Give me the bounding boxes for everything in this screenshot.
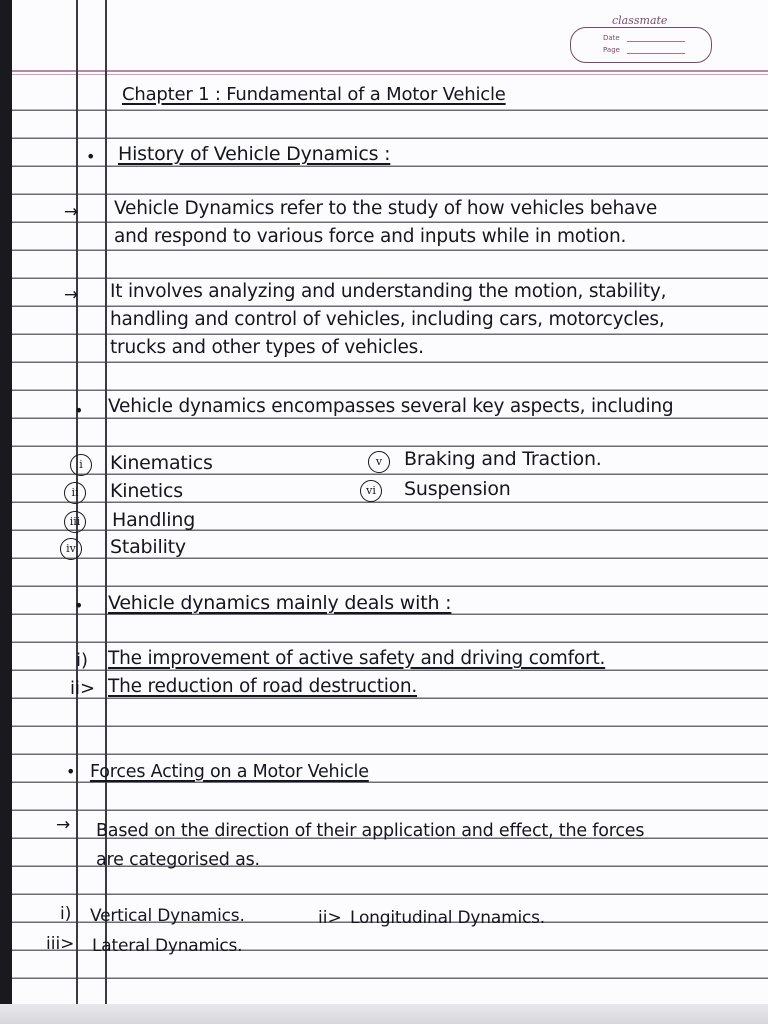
- bullet: •: [86, 147, 96, 166]
- forces-line1: Based on the direction of their application and effect, the forces: [96, 821, 645, 841]
- forces-heading: Forces Acting on a Motor Vehicle: [90, 762, 369, 782]
- item-number: ii: [64, 481, 86, 504]
- force-item: Lateral Dynamics.: [92, 936, 243, 956]
- item-number: ii>: [70, 678, 96, 699]
- para2-line3: trucks and other types of vehicles.: [110, 337, 424, 358]
- item-number: i): [76, 650, 89, 671]
- header-rule: [0, 70, 768, 72]
- item-number: i): [60, 904, 72, 924]
- arrow-icon: →: [56, 815, 71, 835]
- force-item: Vertical Dynamics.: [90, 906, 245, 926]
- aspect-item: Handling: [112, 509, 196, 531]
- deals-item: The reduction of road destruction.: [108, 676, 418, 697]
- item-number: iv: [60, 537, 82, 560]
- para1-line2: and respond to various force and inputs while in motion.: [114, 226, 627, 247]
- bullet: •: [66, 762, 76, 781]
- page-label: Page: [603, 46, 620, 54]
- history-heading: History of Vehicle Dynamics :: [118, 143, 391, 165]
- margin-line-right: [105, 0, 107, 1024]
- arrow-icon: →: [64, 285, 79, 305]
- para1-line1: Vehicle Dynamics refer to the study of how vehicles behave: [114, 198, 658, 219]
- para2-line1: It involves analyzing and understanding the motion, stability,: [110, 281, 667, 302]
- date-line: [627, 41, 685, 42]
- item-number: ii>: [318, 908, 342, 928]
- page-edge: [0, 0, 12, 1024]
- aspect-item: Braking and Traction.: [404, 448, 602, 470]
- item-number: vi: [360, 479, 382, 502]
- item-number: v: [368, 450, 390, 473]
- brand-logo: classmate: [612, 14, 668, 27]
- arrow-icon: →: [64, 202, 79, 222]
- aspect-item: Stability: [110, 536, 186, 558]
- bullet: •: [74, 401, 84, 420]
- item-number: iii: [64, 510, 86, 533]
- deals-heading: Vehicle dynamics mainly deals with :: [108, 592, 452, 614]
- header-rule-secondary: [0, 74, 768, 75]
- page-line: [627, 53, 685, 54]
- aspects-intro: Vehicle dynamics encompasses several key aspects, including: [108, 396, 674, 417]
- item-number: i: [70, 453, 92, 476]
- aspect-item: Kinetics: [110, 480, 183, 502]
- deals-item: The improvement of active safety and driving comfort.: [108, 648, 606, 669]
- page-bottom-shadow: [0, 1004, 768, 1024]
- force-item: Longitudinal Dynamics.: [350, 908, 545, 928]
- chapter-title: Chapter 1 : Fundamental of a Motor Vehicle: [122, 84, 506, 105]
- date-label: Date: [603, 34, 620, 42]
- forces-line2: are categorised as.: [96, 850, 260, 870]
- aspect-item: Suspension: [404, 478, 511, 500]
- aspect-item: Kinematics: [110, 452, 213, 474]
- para2-line2: handling and control of vehicles, including cars, motorcycles,: [110, 309, 665, 330]
- date-page-box: [570, 27, 712, 63]
- item-number: iii>: [46, 934, 75, 954]
- bullet: •: [74, 596, 84, 615]
